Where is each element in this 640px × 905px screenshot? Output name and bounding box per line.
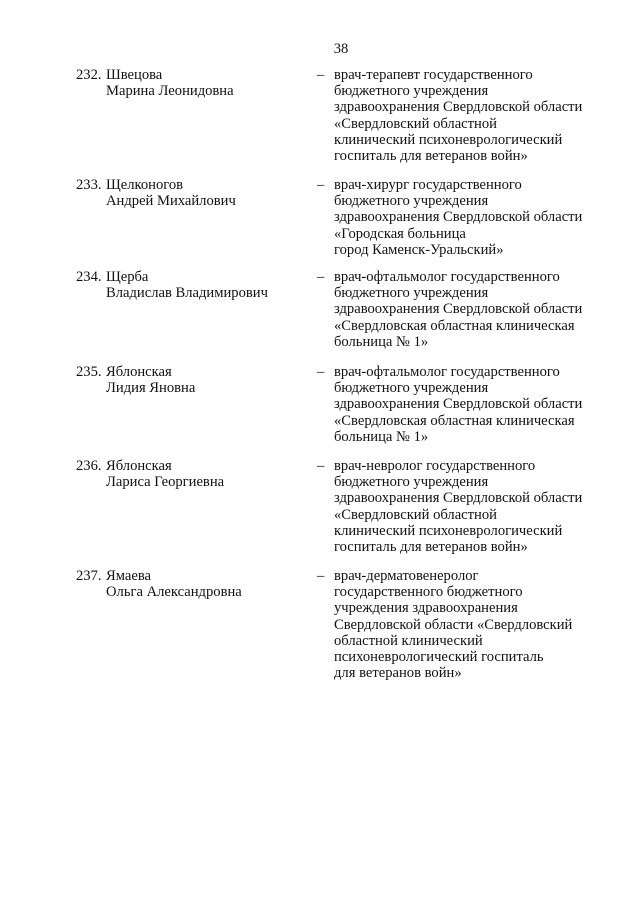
- given-names: Лидия Яновна: [106, 380, 196, 397]
- position-line: госпиталь для ветеранов войн»: [334, 148, 528, 165]
- position-line: «Свердловская областная клиническая: [334, 317, 575, 334]
- position-line: город Каменск-Уральский»: [334, 241, 504, 258]
- surname: Щелконогов: [106, 177, 184, 193]
- entry-position: [334, 177, 582, 258]
- surname: Швецова: [106, 67, 163, 83]
- entry-person-name: [106, 364, 195, 396]
- position-line: клинический психоневрологический: [334, 131, 563, 148]
- given-names: Ольга Александровна: [106, 584, 242, 601]
- entry-dash: –: [317, 364, 325, 380]
- entry-position: [334, 568, 572, 681]
- entry-position: [334, 67, 582, 164]
- position-line: больница № 1»: [334, 428, 429, 445]
- position-line: бюджетного учреждения: [334, 474, 489, 491]
- given-names: Лариса Георгиевна: [106, 474, 225, 491]
- entry-number: 236.: [76, 458, 102, 474]
- position-line: здравоохранения Свердловской области: [334, 99, 583, 116]
- given-names: Марина Леонидовна: [106, 83, 234, 100]
- position-line: «Городская больница: [334, 225, 466, 242]
- entry-dash: –: [317, 269, 325, 285]
- position-line: «Свердловский областной: [334, 115, 497, 132]
- surname: Ямаева: [106, 568, 151, 584]
- entry-number: 237.: [76, 568, 102, 584]
- position-line: Свердловской области «Свердловский: [334, 616, 573, 633]
- entry-number: 235.: [76, 364, 102, 380]
- surname: Яблонская: [106, 458, 172, 474]
- position-line: здравоохранения Свердловской области: [334, 209, 583, 226]
- entry-dash: –: [317, 67, 325, 83]
- position-line: психоневрологический госпиталь: [334, 649, 544, 666]
- position-line: здравоохранения Свердловской области: [334, 396, 583, 413]
- position-line: здравоохранения Свердловской области: [334, 301, 583, 318]
- position-line: врач-дерматовенеролог: [334, 568, 479, 584]
- entry-position: [334, 269, 582, 350]
- position-line: учреждения здравоохранения: [334, 600, 518, 617]
- position-line: клинический психоневрологический: [334, 522, 563, 539]
- position-line: бюджетного учреждения: [334, 380, 489, 397]
- position-line: «Свердловская областная клиническая: [334, 412, 575, 429]
- entry-person-name: [106, 67, 234, 99]
- entry-number: 234.: [76, 269, 102, 285]
- position-line: врач-невролог государственного: [334, 458, 536, 474]
- entry-number: 233.: [76, 177, 102, 193]
- position-line: для ветеранов войн»: [334, 665, 462, 682]
- position-line: бюджетного учреждения: [334, 193, 489, 210]
- page-number: 38: [333, 41, 349, 57]
- position-line: здравоохранения Свердловской области: [334, 490, 583, 507]
- entry-person-name: [106, 458, 224, 490]
- given-names: Андрей Михайлович: [106, 193, 236, 210]
- position-line: врач-офтальмолог государственного: [334, 269, 560, 285]
- position-line: врач-терапевт государственного: [334, 67, 533, 83]
- entry-dash: –: [317, 568, 325, 584]
- entry-dash: –: [317, 458, 325, 474]
- position-line: больница № 1»: [334, 333, 429, 350]
- position-line: врач-офтальмолог государственного: [334, 364, 560, 380]
- position-line: областной клинический: [334, 632, 483, 649]
- position-line: государственного бюджетного: [334, 584, 523, 601]
- entry-position: [334, 458, 582, 555]
- entry-position: [334, 364, 582, 445]
- entry-person-name: [106, 568, 242, 600]
- position-line: врач-хирург государственного: [334, 177, 522, 193]
- entry-number: 232.: [76, 67, 102, 83]
- surname: Щерба: [106, 269, 149, 285]
- position-line: «Свердловский областной: [334, 506, 497, 523]
- position-line: госпиталь для ветеранов войн»: [334, 539, 528, 556]
- given-names: Владислав Владимирович: [106, 285, 268, 302]
- entry-person-name: [106, 269, 268, 301]
- entry-person-name: [106, 177, 236, 209]
- position-line: бюджетного учреждения: [334, 285, 489, 302]
- surname: Яблонская: [106, 364, 172, 380]
- position-line: бюджетного учреждения: [334, 83, 489, 100]
- entry-dash: –: [317, 177, 325, 193]
